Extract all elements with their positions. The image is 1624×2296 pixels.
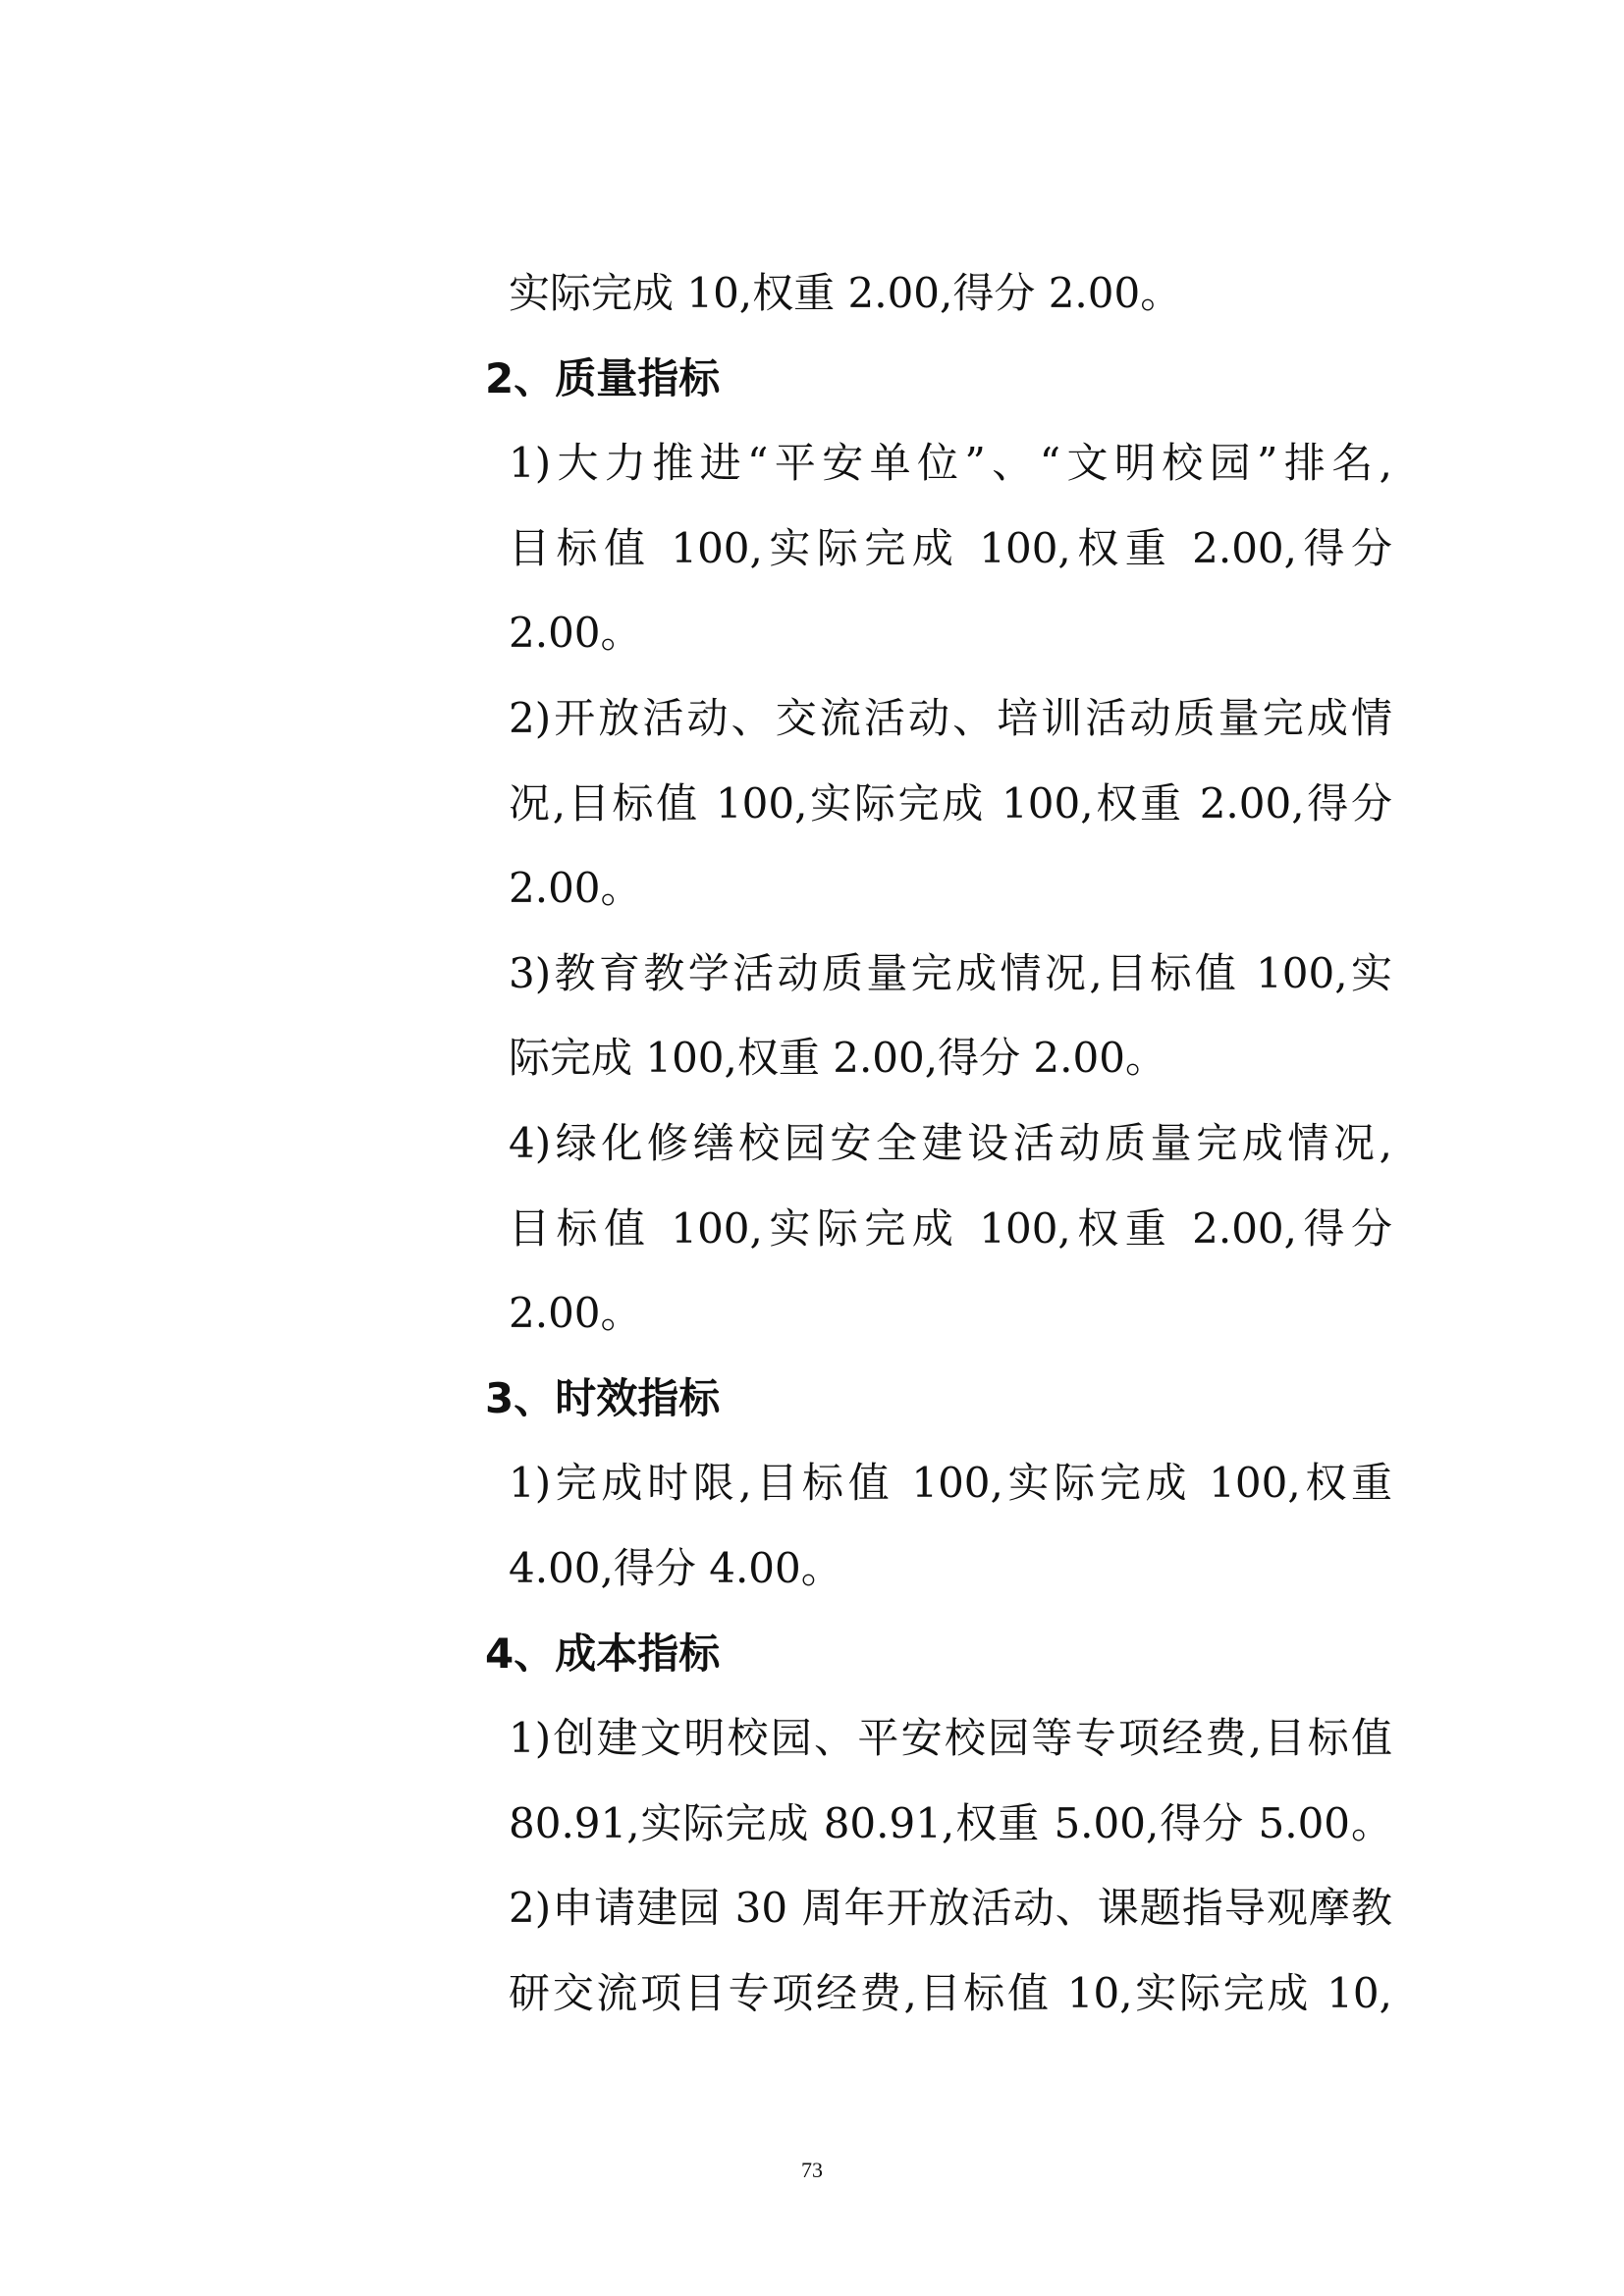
body-text	[485, 251, 1392, 2036]
paragraph-line: 目标值 100,实际完成 100,权重 2.00,得分	[509, 1203, 1392, 1253]
paragraph-line: 80.91,实际完成 80.91,权重 5.00,得分 5.00。	[509, 1798, 1392, 1847]
paragraph-line: 目标值 100,实际完成 100,权重 2.00,得分	[509, 523, 1392, 572]
paragraph-line: 4)绿化修缮校园安全建设活动质量完成情况,	[509, 1118, 1392, 1167]
paragraph-line: 际完成 100,权重 2.00,得分 2.00。	[509, 1034, 1166, 1083]
paragraph-line: 1)大力推进“平安单位”、“文明校园”排名,	[509, 439, 1392, 488]
paragraph-line: 2)开放活动、交流活动、培训活动质量完成情	[509, 693, 1392, 742]
paragraph-line: 实际完成 10,权重 2.00,得分 2.00。	[509, 269, 1182, 317]
section-heading-timeliness: 3、时效指标	[485, 1373, 721, 1422]
section-heading-cost: 4、成本指标	[485, 1629, 721, 1678]
paragraph-line: 况,目标值 100,实际完成 100,权重 2.00,得分	[509, 778, 1392, 828]
paragraph-line: 4.00,得分 4.00。	[509, 1543, 842, 1592]
paragraph-line: 1)完成时限,目标值 100,实际完成 100,权重	[509, 1459, 1392, 1508]
paragraph-line: 研交流项目专项经费,目标值 10,实际完成 10,	[509, 1968, 1392, 2017]
paragraph-line: 2)申请建园 30 周年开放活动、课题指导观摩教	[509, 1884, 1392, 1933]
paragraph-line: 2.00。	[509, 864, 642, 913]
paragraph-line: 1)创建文明校园、平安校园等专项经费,目标值	[509, 1714, 1392, 1763]
paragraph-line: 2.00。	[509, 609, 642, 658]
page-number: 73	[801, 2158, 823, 2182]
section-heading-quality: 2、质量指标	[485, 353, 721, 402]
paragraph-line: 3)教育教学活动质量完成情况,目标值 100,实	[509, 948, 1392, 997]
paragraph-line: 2.00。	[509, 1289, 642, 1338]
